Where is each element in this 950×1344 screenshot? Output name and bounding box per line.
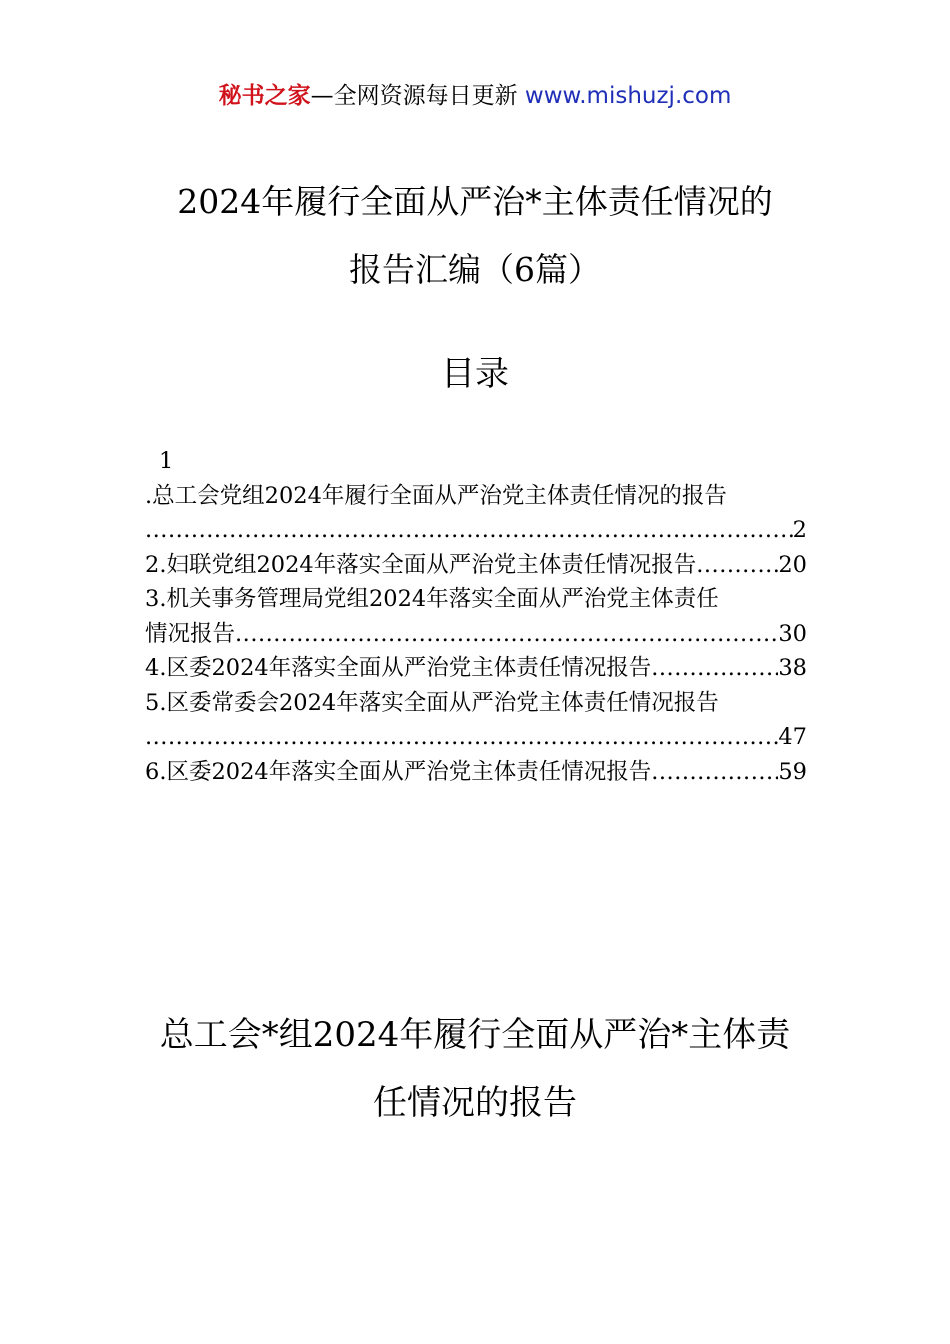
dot-leader	[651, 755, 778, 790]
toc-heading: 目录	[441, 354, 509, 394]
toc-entry-6[interactable]	[145, 755, 807, 790]
header-tagline: —全网资源每日更新	[310, 83, 518, 109]
dot-leader	[145, 720, 778, 755]
toc-entry-label: 4.区委2024年落实全面从严治党主体责任情况报告	[145, 655, 652, 681]
toc-entry-1-number[interactable]	[145, 444, 807, 479]
toc-page-number: 47	[778, 724, 807, 750]
document-title-line-2: 报告汇编（6篇）	[349, 250, 601, 289]
site-header	[0, 80, 950, 112]
toc-entry-5-leader[interactable]	[145, 720, 807, 755]
brand-name: 秘书之家	[218, 83, 311, 109]
toc-page-number: 20	[778, 551, 807, 578]
toc-page-number: 2	[792, 517, 807, 543]
toc-entry-5-text[interactable]	[145, 686, 807, 721]
dot-leader	[235, 617, 778, 652]
toc-entry-2[interactable]	[145, 548, 807, 583]
document-title-line-1: 2024年履行全面从严治*主体责任情况的	[177, 182, 773, 221]
toc-page-number: 59	[778, 758, 807, 785]
toc-page-number: 38	[778, 655, 807, 681]
toc-entry-label: 5.区委常委会2024年落实全面从严治党主体责任情况报告	[145, 689, 719, 716]
toc-entry-number: 1	[159, 448, 174, 474]
toc-entry-3-line-1[interactable]	[145, 582, 807, 617]
toc-entry-1-text[interactable]	[145, 479, 807, 514]
dot-leader	[696, 548, 778, 583]
toc-entry-3-line-2[interactable]	[145, 617, 807, 652]
section-title-line-2: 任情况的报告	[373, 1083, 577, 1123]
toc-entry-4[interactable]	[145, 651, 807, 686]
table-of-contents	[145, 444, 807, 789]
dot-leader	[145, 513, 793, 548]
toc-page-number: 30	[778, 620, 807, 647]
toc-entry-label: 6.区委2024年落实全面从严治党主体责任情况报告	[145, 758, 652, 785]
section-title-line-1: 总工会*组2024年履行全面从严治*主体责	[159, 1015, 791, 1055]
toc-entry-label: 3.机关事务管理局党组2024年落实全面从严治党主体责任	[145, 586, 719, 612]
dot-leader	[651, 651, 778, 686]
toc-entry-1-leader[interactable]	[145, 513, 807, 548]
site-url-link[interactable]: www.mishuzj.com	[524, 83, 732, 109]
toc-entry-label: 2.妇联党组2024年落实全面从严治党主体责任情况报告	[145, 551, 697, 578]
toc-entry-label-continued: 情况报告	[145, 620, 236, 647]
toc-entry-label: .总工会党组2024年履行全面从严治党主体责任情况的报告	[145, 482, 727, 509]
